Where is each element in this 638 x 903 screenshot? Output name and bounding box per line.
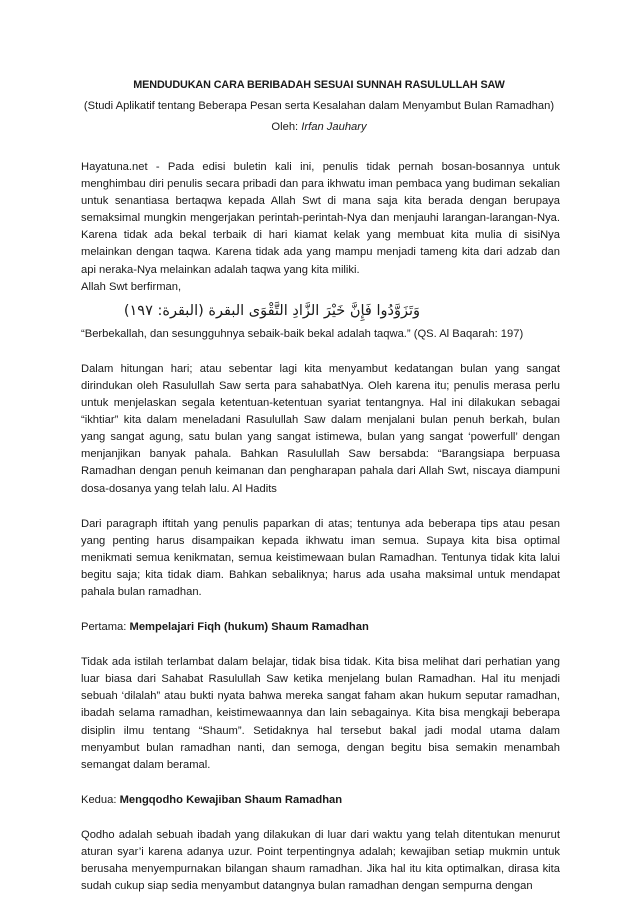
intro-paragraph: Hayatuna.net - Pada edisi buletin kali ini, penulis tidak pernah bosan-bosannya untuk menghimbau diri penulis secara pribadi dan para ikhwatu iman pembaca yang budiman sekalian untuk senantiasa bertaqwa kepada Allah Swt di mana saja kita berada dengan berupaya semaksimal mungkin mengerjakan perintah-perintah-Nya dan menjauhi larangan-larangan-Nya. Karena tidak ada bekal terbaik di hari kiamat kelak yang membuat kita mulia di sisiNya melainkan dengan taqwa. Karena tidak ada yang mampu menjadi tameng kita dari adzab dan api neraka-Nya melainkan adalah taqwa yang kita miliki. <box>81 161 560 276</box>
paragraph-4: Tidak ada istilah terlambat dalam belajar, tidak bisa tidak. Kita bisa melihat dari perhatian yang luar biasa dari Sahabat Rasulullah Saw ketika menjelang bulan Ramadhan. Hal itu menjadi sebuah ‘dilalah” atau bukti nyata bahwa mereka sangat faham akan hukum seputar ramadhan, ibadah selama ramadhan, keistimewaannya dan lain sebagainya. Kita bisa mengkaji beberapa disiplin ilmu tentang “Shaum”. Setidaknya hal tersebut bakal jadi modal utama dalam menyambut bulan ramadhan nanti, dan semoga, dengan begitu bisa semakin menambah semangat dalam beramal. <box>81 656 560 771</box>
author-line <box>0 121 638 133</box>
author-prefix: Oleh: <box>271 121 302 133</box>
section-second-prefix: Kedua: <box>81 793 120 806</box>
section-first-heading <box>81 619 560 636</box>
arabic-verse: وَتَزَوَّدُوا فَإِنَّ خَيْرَ الزَّادِ التَّقْوَى البقرة (البقرة: ١٩٧) <box>123 302 420 319</box>
section-first-prefix: Pertama: <box>81 621 130 634</box>
paragraph-5: Qodho adalah sebuah ibadah yang dilakukan di luar dari waktu yang telah ditentukan menurut aturan syar’i karena adanya uzur. Point terpentingnya adalah; kewajiban setiap mukmin untuk berusaha menyempurnakan bilangan shaum ramadhan. Jika hal itu kita optimalkan, dirasa kita sudah cukup siap sedia menyambut datangnya bulan ramadhan dengan sempurna dengan <box>81 828 560 893</box>
document-title: MENDUDUKAN CARA BERIBADAH SESUAI SUNNAH RASULULLAH SAW <box>133 79 505 91</box>
verse-translation: “Berbekallah, dan sesungguhnya sebaik-baik bekal adalah taqwa.” (QS. Al Baqarah: 197) <box>81 327 524 340</box>
document-body <box>81 159 560 895</box>
author-name: Irfan Jauhary <box>301 121 367 133</box>
section-second-title: Mengqodho Kewajiban Shaum Ramadhan <box>119 793 343 806</box>
document-subtitle: (Studi Aplikatif tentang Beberapa Pesan serta Kesalahan dalam Menyambut Bulan Ramadhan) <box>83 100 555 112</box>
allah-line: Allah Swt berfirman, <box>81 280 182 293</box>
paragraph-2: Dalam hitungan hari; atau sebentar lagi kita menyambut kedatangan bulan yang sangat dirindukan oleh Rasulullah Saw serta para sahabatNya. Oleh karena itu; penulis merasa perlu untuk menjelaskan segala ketentuan-ketentuan syariat tentangnya. Hal ini dilakukan sebagai “ikhtiar” kita dalam meneladani Rasulullah Saw dalam menjalani bulan penuh berkah, bulan yang sangat agung, satu bulan yang sangat istimewa, bulan yang sangat ‘powerfull’ dengan menjanjikan banyak pahala. Bahkan Rasulullah Saw bersabda: “Barangsiapa berpuasa Ramadhan dengan penuh keimanan dan pengharapan pahala dari Allah Swt, niscaya diampuni dosa-dosanya yang telah lalu. Al Hadits <box>81 362 560 495</box>
paragraph-3: Dari paragraph iftitah yang penulis paparkan di atas; tentunya ada beberapa tips atau pesan yang penting harus disampaikan kepada ikhwatu iman semua. Supaya kita bisa optimal menikmati semua kenikmatan, semua keistimewaan bulan Ramadhan. Tentunya tidak kita lalui begitu saja; kita tidak diam. Bahkan sebaliknya; harus ada usaha maksimal untuk mendapat pahala bulan ramadhan. <box>81 517 560 598</box>
section-first-title: Mempelajari Fiqh (hukum) Shaum Ramadhan <box>129 621 369 634</box>
section-second-heading <box>81 792 560 809</box>
